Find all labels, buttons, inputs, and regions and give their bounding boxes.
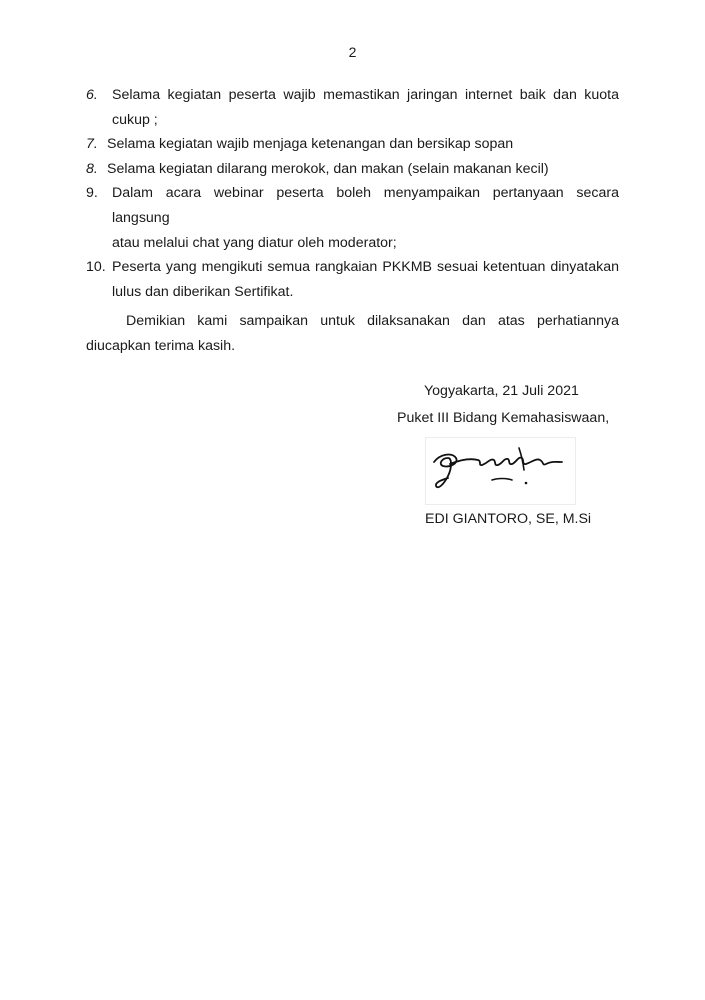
list-item <box>86 83 619 132</box>
signature-icon <box>426 438 575 504</box>
list-item-text: Dalam acara webinar peserta boleh menyampaikan pertanyaan secara langsung <box>112 185 619 226</box>
closing-text: Demikian kami sampaikan untuk dilaksanakan dan atas perhatiannya <box>126 313 619 329</box>
rules-list <box>86 83 619 304</box>
list-item-text-continued: cukup ; <box>112 111 158 128</box>
list-item-text: Selama kegiatan dilarang merokok, dan makan (selain makanan kecil) <box>107 160 549 177</box>
list-item <box>86 181 619 255</box>
list-item-number: 9. <box>86 185 98 202</box>
signer-position: Puket III Bidang Kemahasiswaan, <box>397 410 610 426</box>
signature-image <box>425 437 576 505</box>
list-item-text: Peserta yang mengikuti semua rangkaian PKKMB sesuai ketentuan dinyatakan <box>112 259 619 276</box>
list-item-text-continued: atau melalui chat yang diatur oleh moderator; <box>112 234 397 251</box>
list-item <box>86 132 619 157</box>
list-item-number: 10. <box>86 259 106 276</box>
closing-paragraph <box>86 309 619 358</box>
list-item-number: 7. <box>86 136 98 153</box>
closing-text-continued: diucapkan terima kasih. <box>86 337 236 354</box>
list-item-number: 8. <box>86 160 98 177</box>
list-item-text-continued: lulus dan diberikan Sertifikat. <box>112 283 294 300</box>
list-item <box>86 255 619 304</box>
page-number: 2 <box>348 44 357 60</box>
signer-name: EDI GIANTORO, SE, M.Si <box>425 511 592 527</box>
place-date: Yogyakarta, 21 Juli 2021 <box>424 383 579 399</box>
list-item-text: Selama kegiatan wajib menjaga ketenangan dan bersikap sopan <box>107 136 514 153</box>
list-item <box>86 157 619 182</box>
list-item-number: 6. <box>86 87 98 103</box>
list-item-text: Selama kegiatan peserta wajib memastikan jaringan internet baik dan kuota <box>112 87 619 103</box>
